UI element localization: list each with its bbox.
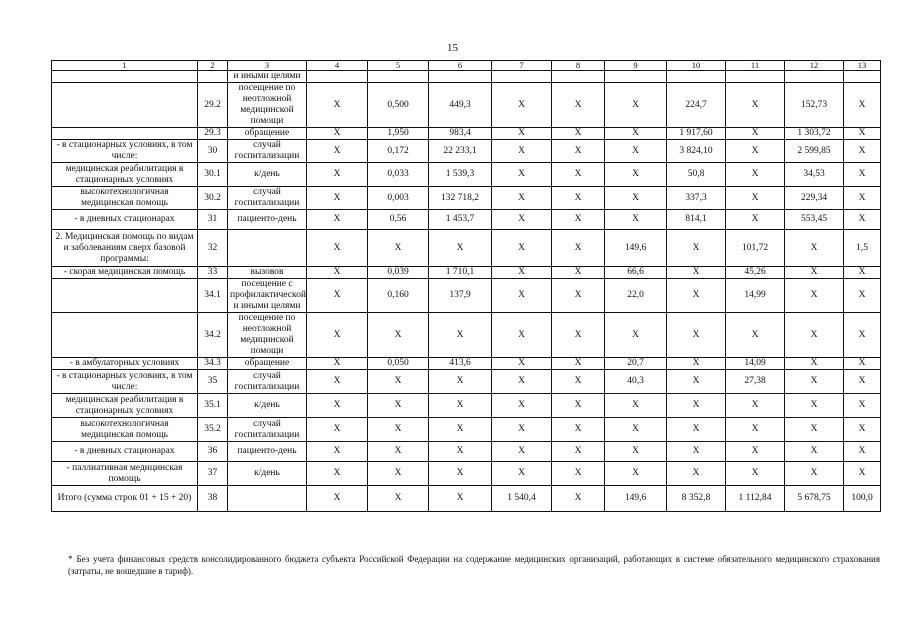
page-number: 15 [447,42,458,54]
value-cell: X [368,370,429,394]
value-cell: X [785,313,844,358]
row-unit: случай госпитализации [228,187,307,210]
value-cell: X [785,279,844,313]
value-cell: X [492,279,552,313]
row-code: 32 [198,230,228,267]
value-cell: X [552,486,605,512]
value-cell: X [726,187,785,210]
value-cell: X [844,418,881,442]
value-cell: X [307,313,368,358]
value-cell: X [667,462,726,486]
row-code: 30 [198,140,228,163]
value-cell: X [844,358,881,370]
column-header: 2 [198,61,228,71]
value-cell: 14,99 [726,279,785,313]
row-name [52,83,198,128]
row-unit: обращение [228,128,307,140]
value-cell: X [785,442,844,462]
row-code: 38 [198,486,228,512]
value-cell: X [844,370,881,394]
value-cell: X [605,313,667,358]
value-cell: X [307,418,368,442]
value-cell: X [429,462,492,486]
row-code: 31 [198,210,228,230]
value-cell: X [605,442,667,462]
row-code: 35.2 [198,418,228,442]
value-cell: X [492,230,552,267]
column-header: 11 [726,61,785,71]
value-cell: X [844,128,881,140]
value-cell: X [605,210,667,230]
value-cell: 22,0 [605,279,667,313]
value-cell: 0,172 [368,140,429,163]
value-cell: 1,950 [368,128,429,140]
table-row [52,442,881,462]
row-unit [228,486,307,512]
value-cell: X [667,230,726,267]
row-name: - в стационарных условиях, в том числе: [52,370,198,394]
value-cell: 1 540,4 [492,486,552,512]
value-cell: X [492,418,552,442]
row-unit: обращение [228,358,307,370]
value-cell: 50,8 [667,163,726,187]
value-cell: 0,003 [368,187,429,210]
row-code: 35 [198,370,228,394]
value-cell: X [726,442,785,462]
value-cell: X [492,313,552,358]
column-header: 5 [368,61,429,71]
value-cell: X [552,267,605,279]
value-cell: 8 352,8 [667,486,726,512]
row-unit: случай госпитализации [228,140,307,163]
value-cell: X [552,140,605,163]
value-cell: X [605,140,667,163]
row-unit: случай госпитализации [228,370,307,394]
value-cell: X [605,83,667,128]
value-cell: X [552,313,605,358]
value-cell: X [844,462,881,486]
value-cell [552,71,605,83]
table-row [52,394,881,418]
value-cell: X [785,418,844,442]
value-cell: X [307,163,368,187]
table-row [52,210,881,230]
value-cell: X [307,462,368,486]
value-cell: X [785,267,844,279]
row-code: 37 [198,462,228,486]
table-row [52,267,881,279]
table-row [52,279,881,313]
row-code: 30.1 [198,163,228,187]
row-name: - скорая медицинская помощь [52,267,198,279]
row-code: 35.1 [198,394,228,418]
value-cell: X [667,370,726,394]
row-code: 29.3 [198,128,228,140]
value-cell: 0,039 [368,267,429,279]
value-cell: X [605,394,667,418]
value-cell: 1,5 [844,230,881,267]
footnote [68,553,880,577]
table-row [52,140,881,163]
table-row [52,313,881,358]
value-cell [785,71,844,83]
value-cell: 152,73 [785,83,844,128]
value-cell: X [307,370,368,394]
row-unit: к/день [228,394,307,418]
row-unit [228,230,307,267]
value-cell: X [552,279,605,313]
value-cell: X [492,370,552,394]
row-unit: посещение с профилактической и иными целями [228,279,307,313]
table-row [52,128,881,140]
value-cell: X [785,370,844,394]
value-cell: X [605,462,667,486]
column-header: 12 [785,61,844,71]
value-cell: 983,4 [429,128,492,140]
value-cell: 3 824,10 [667,140,726,163]
value-cell: X [368,230,429,267]
value-cell: 132 718,2 [429,187,492,210]
row-code: 34.1 [198,279,228,313]
column-header: 13 [844,61,881,71]
value-cell: 20,7 [605,358,667,370]
value-cell: X [492,358,552,370]
row-unit: посещение по неотложной медицинской помощи [228,83,307,128]
row-name: 2. Медицинская помощь по видам и заболеваниям сверх базовой программы: [52,230,198,267]
value-cell: X [368,486,429,512]
row-name: - в дневных стационарах [52,442,198,462]
value-cell [429,71,492,83]
value-cell: X [492,442,552,462]
value-cell: X [307,210,368,230]
value-cell: 2 599,85 [785,140,844,163]
value-cell: X [844,210,881,230]
footnote-text: Без учета финансовых средств консолидированного бюджета субъекта Российской Федерации на содержание медицинских организаций, работающих в системе обязательного медицинского страхования (затраты, не вошедшие в тариф). [68,554,880,576]
value-cell: 814,1 [667,210,726,230]
row-unit: пациенто-день [228,210,307,230]
value-cell: X [667,279,726,313]
table-row [52,370,881,394]
value-cell: X [844,140,881,163]
value-cell: X [726,418,785,442]
row-name [52,71,198,83]
value-cell: X [492,462,552,486]
value-cell: 27,38 [726,370,785,394]
value-cell: X [492,210,552,230]
row-name [52,128,198,140]
row-unit: посещение по неотложной медицинской помощи [228,313,307,358]
value-cell: 229,34 [785,187,844,210]
value-cell: X [368,418,429,442]
value-cell: X [492,140,552,163]
table-row [52,71,881,83]
value-cell: X [307,394,368,418]
value-cell: X [368,394,429,418]
row-unit: к/день [228,163,307,187]
value-cell: 1 303,72 [785,128,844,140]
value-cell: X [785,394,844,418]
value-cell: 137,9 [429,279,492,313]
value-cell: X [844,83,881,128]
value-cell: 34,53 [785,163,844,187]
value-cell: 45,26 [726,267,785,279]
value-cell: X [429,442,492,462]
value-cell [307,71,368,83]
value-cell: X [552,442,605,462]
value-cell: 22 233,1 [429,140,492,163]
column-header: 9 [605,61,667,71]
table-row [52,418,881,442]
row-code: 36 [198,442,228,462]
row-name: - паллиативная медицинская помощь [52,462,198,486]
row-code: 34.2 [198,313,228,358]
value-cell: X [429,486,492,512]
value-cell: X [785,358,844,370]
row-code: 34.3 [198,358,228,370]
table-row [52,462,881,486]
value-cell [368,71,429,83]
value-cell: X [368,442,429,462]
value-cell [605,71,667,83]
row-unit: к/день [228,462,307,486]
value-cell: X [492,267,552,279]
table-row [52,486,881,512]
value-cell: 66,6 [605,267,667,279]
value-cell: 553,45 [785,210,844,230]
value-cell: X [307,358,368,370]
value-cell: X [605,418,667,442]
value-cell: X [726,210,785,230]
table-row [52,163,881,187]
value-cell: X [368,313,429,358]
value-cell: X [726,313,785,358]
column-header: 4 [307,61,368,71]
value-cell: X [552,187,605,210]
value-cell: X [307,230,368,267]
value-cell: X [429,370,492,394]
value-cell: X [368,462,429,486]
value-cell: X [726,163,785,187]
value-cell: X [552,462,605,486]
value-cell: 149,6 [605,230,667,267]
value-cell: X [307,128,368,140]
row-code [198,71,228,83]
value-cell: 0,500 [368,83,429,128]
value-cell: X [429,230,492,267]
row-name [52,279,198,313]
value-cell: 14,09 [726,358,785,370]
value-cell: 0,56 [368,210,429,230]
value-cell: X [667,442,726,462]
value-cell: 101,72 [726,230,785,267]
value-cell: X [492,394,552,418]
value-cell: X [605,163,667,187]
row-name: медицинская реабилитация в стационарных условиях [52,394,198,418]
value-cell: 224,7 [667,83,726,128]
value-cell: X [667,394,726,418]
value-cell [667,71,726,83]
row-name: высокотехнологичная медицинская помощь [52,418,198,442]
row-name: - в стационарных условиях, в том числе: [52,140,198,163]
value-cell: 337,3 [667,187,726,210]
value-cell: 100,0 [844,486,881,512]
value-cell: X [726,83,785,128]
column-header: 6 [429,61,492,71]
value-cell: X [605,187,667,210]
value-cell: X [726,462,785,486]
value-cell: X [785,230,844,267]
value-cell: X [726,394,785,418]
value-cell: X [492,187,552,210]
column-header: 1 [52,61,198,71]
value-cell: 0,160 [368,279,429,313]
value-cell: 1 710,1 [429,267,492,279]
value-cell: 0,033 [368,163,429,187]
row-name: высокотехнологичная медицинская помощь [52,187,198,210]
value-cell: X [307,442,368,462]
value-cell: X [429,418,492,442]
row-unit: вызовов [228,267,307,279]
table-row [52,358,881,370]
value-cell: 1 112,84 [726,486,785,512]
value-cell: X [667,418,726,442]
row-unit: и иными целями [228,71,307,83]
value-cell [726,71,785,83]
value-cell: 1 453,7 [429,210,492,230]
value-cell: X [552,128,605,140]
column-header: 3 [228,61,307,71]
value-cell: X [552,210,605,230]
column-header: 10 [667,61,726,71]
table-row [52,83,881,128]
value-cell: X [726,128,785,140]
row-code: 30.2 [198,187,228,210]
value-cell: X [307,140,368,163]
value-cell: X [552,358,605,370]
value-cell: X [552,230,605,267]
row-name: - в дневных стационарах [52,210,198,230]
row-name: Итого (сумма строк 01 + 15 + 20) [52,486,198,512]
row-code: 33 [198,267,228,279]
row-name: медицинская реабилитация в стационарных условиях [52,163,198,187]
value-cell: X [552,418,605,442]
value-cell: X [492,83,552,128]
value-cell: X [605,128,667,140]
table-header-row [52,61,881,71]
value-cell: X [429,394,492,418]
column-header: 8 [552,61,605,71]
value-cell: 5 678,75 [785,486,844,512]
value-cell: X [844,313,881,358]
value-cell: X [844,267,881,279]
value-cell: X [307,279,368,313]
table-row [52,230,881,267]
financing-table [51,60,881,512]
value-cell: X [785,462,844,486]
value-cell: X [844,163,881,187]
value-cell: X [307,187,368,210]
value-cell: 1 917,60 [667,128,726,140]
value-cell: X [552,163,605,187]
value-cell [844,71,881,83]
value-cell: 149,6 [605,486,667,512]
value-cell: 40,3 [605,370,667,394]
value-cell: X [492,163,552,187]
value-cell: X [667,267,726,279]
row-name: - в амбулаторных условиях [52,358,198,370]
value-cell: 1 539,3 [429,163,492,187]
table-row [52,187,881,210]
value-cell: X [844,187,881,210]
value-cell: X [726,140,785,163]
row-code: 29.2 [198,83,228,128]
column-header: 7 [492,61,552,71]
value-cell: X [844,279,881,313]
value-cell: X [552,83,605,128]
footnote-marker: * [68,554,73,564]
row-unit: случай госпитализации [228,418,307,442]
value-cell: X [307,267,368,279]
value-cell: 413,6 [429,358,492,370]
value-cell: X [307,83,368,128]
value-cell: X [429,313,492,358]
value-cell [492,71,552,83]
row-unit: пациенто-день [228,442,307,462]
value-cell: X [844,442,881,462]
value-cell: X [844,394,881,418]
value-cell: X [492,128,552,140]
value-cell: 0,050 [368,358,429,370]
value-cell: X [307,486,368,512]
row-name [52,313,198,358]
value-cell: X [552,394,605,418]
value-cell: X [667,313,726,358]
value-cell: X [552,370,605,394]
value-cell: 449,3 [429,83,492,128]
value-cell: X [667,358,726,370]
